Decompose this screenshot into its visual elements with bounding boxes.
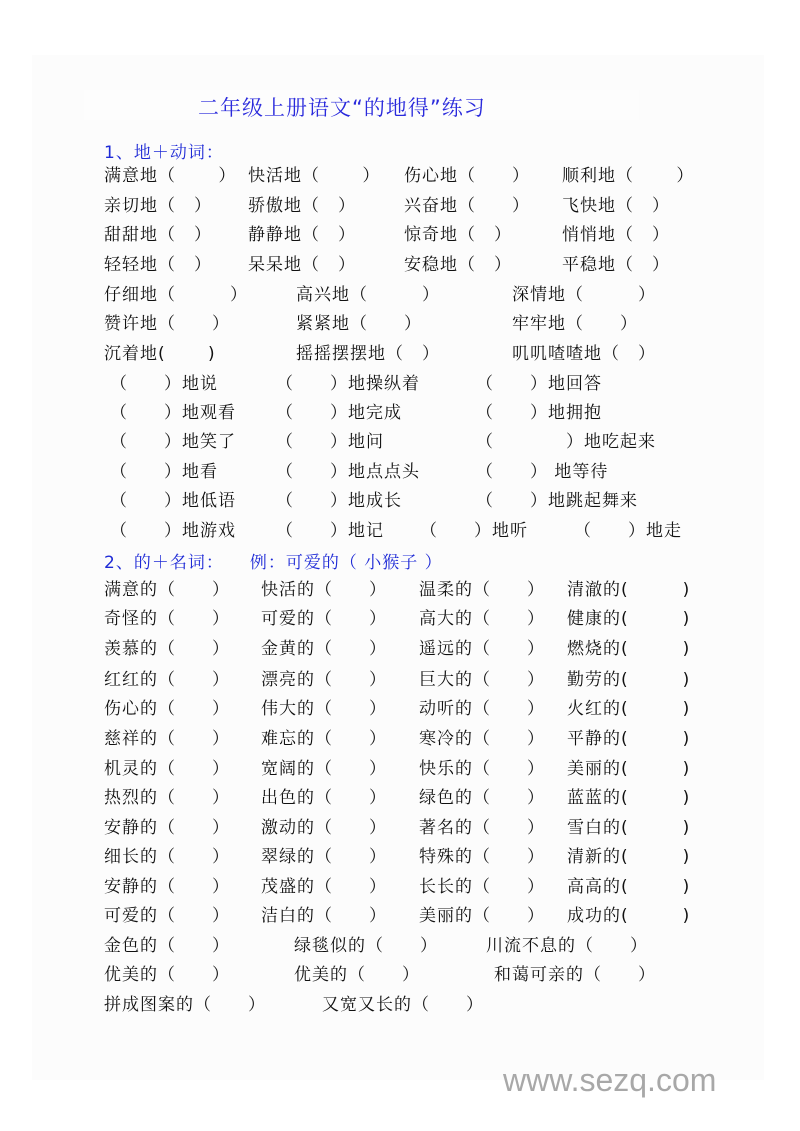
exercise-item: 慈祥的（ ）	[104, 729, 230, 749]
exercise-item: 清新的( )	[567, 847, 691, 867]
exercise-item: 高兴地（ ）	[296, 285, 440, 305]
exercise-item: 遥远的（ ）	[419, 639, 545, 659]
exercise-item: 健康的( )	[567, 609, 691, 629]
exercise-item: 可爱的（ ）	[261, 609, 387, 629]
exercise-item: 和蔼可亲的（ ）	[494, 965, 656, 985]
exercise-item: （ ）地走	[574, 521, 682, 541]
exercise-item: 绿毯似的（ ）	[294, 936, 438, 956]
exercise-item: 沉着地( )	[104, 344, 216, 364]
exercise-item: 翠绿的（ ）	[261, 847, 387, 867]
exercise-item: 美丽的（ ）	[419, 906, 545, 926]
exercise-item: 伟大的（ ）	[261, 699, 387, 719]
exercise-item: 蓝蓝的( )	[567, 788, 691, 808]
exercise-item: 满意地（ ）	[104, 166, 237, 186]
exercise-item: 优美的（ ）	[104, 965, 230, 985]
exercise-item: 快活地（ ）	[248, 166, 381, 186]
exercise-item: （ ）地问	[276, 432, 384, 452]
exercise-item: （ ）地跳起舞来	[476, 491, 638, 511]
section2-heading-text: 2、的＋名词：	[104, 553, 224, 573]
exercise-item: （ ）地拥抱	[476, 403, 602, 423]
exercise-item: 甜甜地（ ）	[104, 225, 212, 245]
exercise-item: 快活的（ ）	[261, 580, 387, 600]
exercise-item: 高高的( )	[567, 877, 691, 897]
exercise-item: 叽叽喳喳地（ ）	[512, 344, 656, 364]
exercise-item: 火红的( )	[567, 699, 691, 719]
exercise-item: 成功的( )	[567, 906, 691, 926]
exercise-item: 著名的（ ）	[419, 818, 545, 838]
exercise-item: 川流不息的（ ）	[486, 936, 648, 956]
exercise-item: 奇怪的（ ）	[104, 609, 230, 629]
exercise-item: 寒冷的（ ）	[419, 729, 545, 749]
exercise-item: 雪白的( )	[567, 818, 691, 838]
exercise-item: （ ）地观看	[110, 403, 236, 423]
exercise-item: 优美的（ ）	[294, 965, 420, 985]
exercise-item: 金黄的（ ）	[261, 639, 387, 659]
exercise-item: （ ）地听	[420, 521, 528, 541]
exercise-item: 宽阔的（ ）	[261, 759, 387, 779]
exercise-item: 安静的（ ）	[104, 877, 230, 897]
exercise-item: 绿色的（ ）	[419, 788, 545, 808]
exercise-item: 又宽又长的（ ）	[322, 995, 484, 1015]
exercise-item: 拼成图案的（ ）	[104, 995, 266, 1015]
exercise-item: 清澈的( )	[567, 580, 691, 600]
exercise-item: 动听的（ ）	[419, 699, 545, 719]
exercise-item: 激动的（ ）	[261, 818, 387, 838]
section1-heading-text: 1、地＋动词：	[104, 143, 224, 163]
exercise-item: 深情地（ ）	[512, 285, 656, 305]
exercise-item: 满意的（ ）	[104, 580, 230, 600]
exercise-item: 特殊的（ ）	[419, 847, 545, 867]
exercise-item: 可爱的（ ）	[104, 906, 230, 926]
exercise-item: 仔细地（ ）	[104, 285, 248, 305]
exercise-item: （ ）地完成	[276, 403, 402, 423]
exercise-item: 伤心的（ ）	[104, 699, 230, 719]
exercise-item: 洁白的（ ）	[261, 906, 387, 926]
exercise-item: 伤心地（ ）	[404, 166, 530, 186]
exercise-item: 难忘的（ ）	[261, 729, 387, 749]
exercise-item: 快乐的（ ）	[419, 759, 545, 779]
exercise-item: （ ）地游戏	[110, 521, 236, 541]
exercise-item: 亲切地（ ）	[104, 196, 212, 216]
exercise-item: 燃烧的( )	[567, 639, 691, 659]
exercise-item: 骄傲地（ ）	[248, 196, 356, 216]
exercise-item: 呆呆地（ ）	[248, 255, 356, 275]
exercise-item: （ ）地操纵着	[276, 374, 420, 394]
exercise-item: （ ）地点点头	[276, 462, 420, 482]
exercise-item: 摇摇摆摆地（ ）	[296, 344, 440, 364]
exercise-item: 赞许地（ ）	[104, 314, 230, 334]
exercise-item: 兴奋地（ ）	[404, 196, 530, 216]
exercise-item: 细长的（ ）	[104, 847, 230, 867]
page-title: 二年级上册语文“的地得”练习	[198, 96, 486, 120]
exercise-item: 轻轻地（ ）	[104, 255, 212, 275]
exercise-item: （ ）地成长	[276, 491, 402, 511]
exercise-item: （ ）地说	[110, 374, 218, 394]
exercise-item: （ ）地看	[110, 462, 218, 482]
exercise-item: 悄悄地（ ）	[562, 225, 670, 245]
exercise-item: 紧紧地（ ）	[296, 314, 422, 334]
exercise-item: 牢牢地（ ）	[512, 314, 638, 334]
exercise-item: 惊奇地（ ）	[404, 225, 512, 245]
exercise-item: 顺利地（ ）	[562, 166, 695, 186]
exercise-item: （ ）地回答	[476, 374, 602, 394]
exercise-item: 巨大的（ ）	[419, 670, 545, 690]
exercise-item: 出色的（ ）	[261, 788, 387, 808]
section1-heading	[104, 138, 224, 163]
section2-heading	[104, 548, 443, 573]
exercise-item: 金色的（ ）	[104, 936, 230, 956]
exercise-item: （ ）地吃起来	[476, 432, 656, 452]
exercise-item: 静静地（ ）	[248, 225, 356, 245]
exercise-item: （ ）地笑了	[110, 432, 236, 452]
exercise-item: 安稳地（ ）	[404, 255, 512, 275]
exercise-item: 长长的（ ）	[419, 877, 545, 897]
exercise-item: 平稳地（ ）	[562, 255, 670, 275]
section2-example: 例：可爱的（ 小猴子 ）	[249, 553, 443, 573]
exercise-item: 温柔的（ ）	[419, 580, 545, 600]
exercise-item: 热烈的（ ）	[104, 788, 230, 808]
exercise-item: 平静的( )	[567, 729, 691, 749]
exercise-item: （ ）地记	[276, 521, 384, 541]
exercise-item: 飞快地（ ）	[562, 196, 670, 216]
exercise-item: （ ） 地等待	[476, 462, 609, 482]
exercise-item: 羡慕的（ ）	[104, 639, 230, 659]
exercise-item: 茂盛的（ ）	[261, 877, 387, 897]
exercise-item: 漂亮的（ ）	[261, 670, 387, 690]
exercise-item: 安静的（ ）	[104, 818, 230, 838]
exercise-item: 机灵的（ ）	[104, 759, 230, 779]
exercise-item: 高大的（ ）	[419, 609, 545, 629]
watermark: www.sezq.com	[503, 1062, 717, 1098]
exercise-item: （ ）地低语	[110, 491, 236, 511]
exercise-item: 红红的（ ）	[104, 670, 230, 690]
exercise-item: 勤劳的( )	[567, 670, 691, 690]
exercise-item: 美丽的( )	[567, 759, 691, 779]
